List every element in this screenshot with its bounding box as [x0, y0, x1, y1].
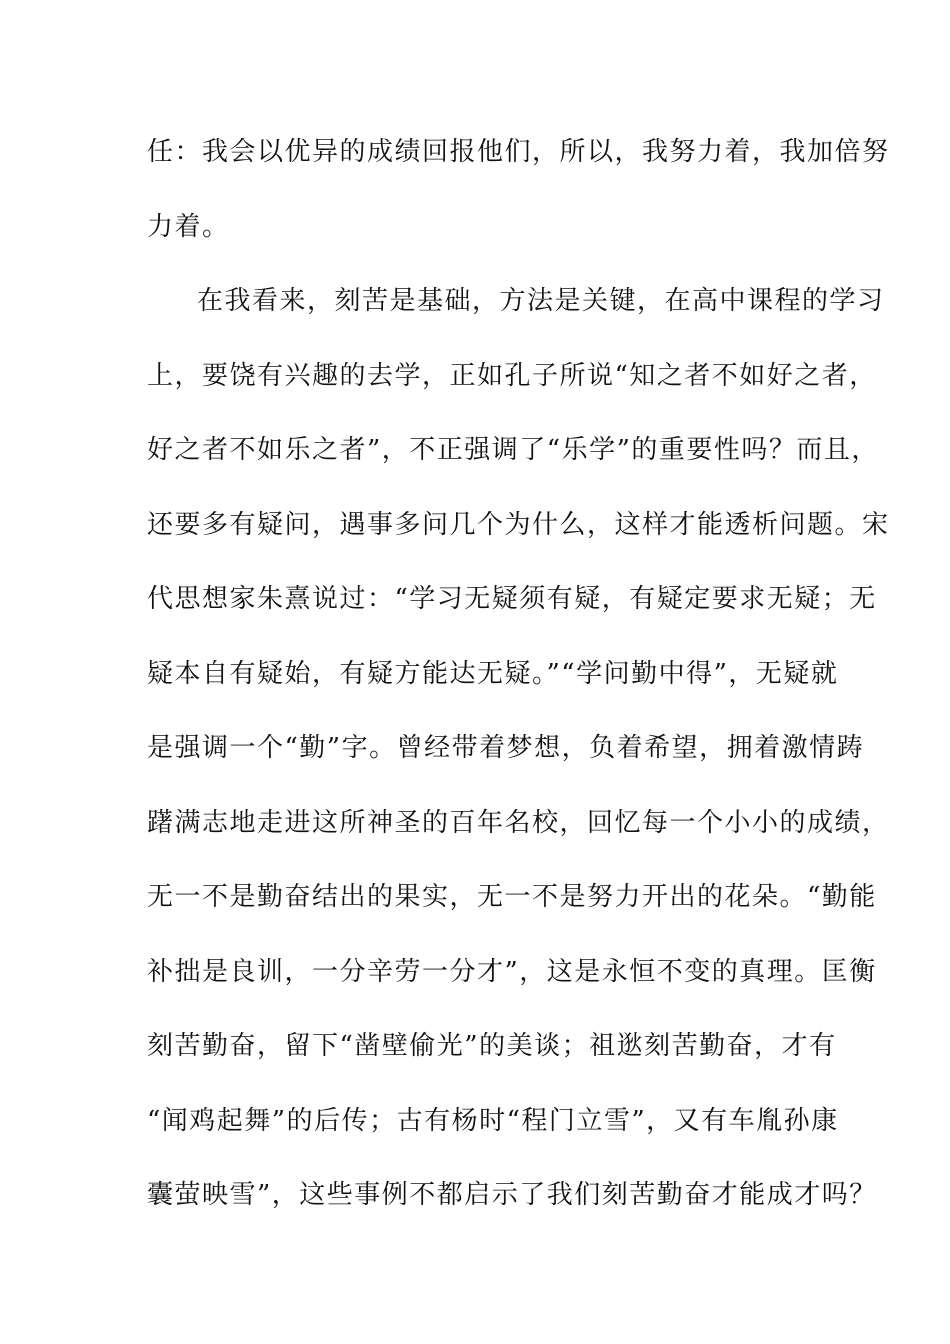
- text-line: 刻苦勤奋，留下“凿壁偷光”的美谈；祖逖刻苦勤奋，才有: [147, 1031, 837, 1061]
- text-line: 还要多有疑问，遇事多问几个为什么，这样才能透析问题。宋: [147, 509, 890, 540]
- text-line: 疑本自有疑始，有疑方能达无疑。”“学问勤中得”，无疑就: [147, 658, 839, 689]
- text-line: 任：我会以优异的成绩回报他们，所以，我努力着，我加倍努: [147, 137, 890, 167]
- text-line: “闻鸡起舞”的后传；古有杨时“程门立雪”，又有车胤孙康: [147, 1105, 839, 1136]
- text-line: 力着。: [147, 211, 230, 242]
- text-line: 囊萤映雪”，这些事例不都启示了我们刻苦勤奋才能成才吗？: [147, 1180, 877, 1210]
- paragraph-first-line: 在我看来，刻苦是基础，方法是关键，在高中课程的学习: [197, 286, 885, 316]
- text-line: 代思想家朱熹说过：“学习无疑须有疑，有疑定要求无疑；无: [147, 584, 877, 614]
- text-line: 无一不是勤奋结出的果实，无一不是努力开出的花朵。“勤能: [147, 882, 877, 912]
- body-text: [147, 128, 890, 1246]
- text-line: 补拙是良训，一分辛劳一分才”，这是永恒不变的真理。匡衡: [147, 956, 877, 987]
- text-line: 是强调一个“勤”字。曾经带着梦想，负着希望，拥着激情踌: [147, 733, 865, 763]
- text-line: 上，要饶有兴趣的去学，正如孔子所说“知之者不如好之者，: [147, 360, 877, 391]
- text-line: 躇满志地走进这所神圣的百年名校，回忆每一个小小的成绩，: [147, 807, 890, 838]
- text-line: 好之者不如乐之者”，不正强调了“乐学”的重要性吗？而且，: [147, 435, 879, 465]
